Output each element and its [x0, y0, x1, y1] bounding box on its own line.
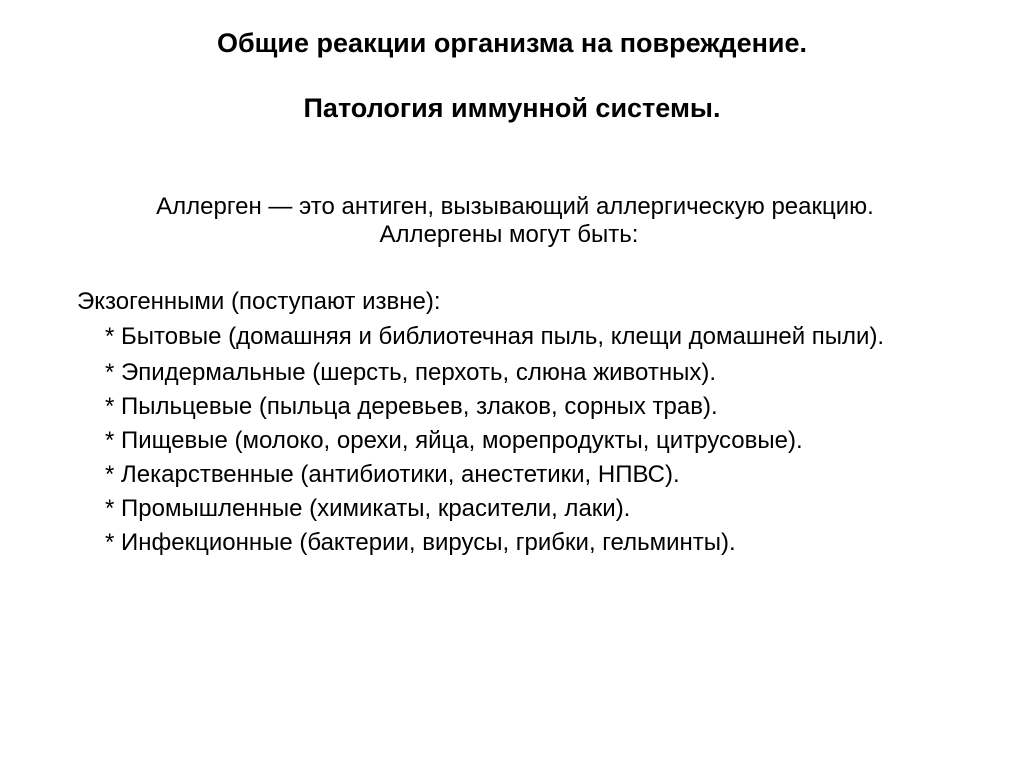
slide-subtitle: Патология иммунной системы.: [303, 93, 721, 123]
exogenous-heading: Экзогенными (поступают извне):: [77, 288, 441, 315]
list-item-household: * Бытовые (домашняя и библиотечная пыль, клещи домашней пыли).: [105, 323, 885, 350]
allergen-list: [42, 324, 982, 560]
list-item-drug: * Лекарственные (антибиотики, анестетики, НПВС).: [105, 461, 680, 488]
list-item-food: * Пищевые (молоко, орехи, яйца, морепродукты, цитрусовые).: [105, 427, 803, 454]
allergen-definition: Аллерген — это антиген, вызывающий аллергическую реакцию.: [156, 193, 874, 220]
list-item-industrial: * Промышленные (химикаты, красители, лаки).: [105, 495, 631, 522]
list-item-pollen: * Пыльцевые (пыльца деревьев, злаков, сорных трав).: [105, 393, 718, 420]
allergen-types-lead: Аллергены могут быть:: [379, 221, 639, 248]
list-item-epidermal: * Эпидермальные (шерсть, перхоть, слюна животных).: [105, 359, 717, 386]
list-item-infectious: * Инфекционные (бактерии, вирусы, грибки, гельминты).: [105, 529, 736, 556]
slide-title: Общие реакции организма на повреждение.: [216, 28, 808, 58]
